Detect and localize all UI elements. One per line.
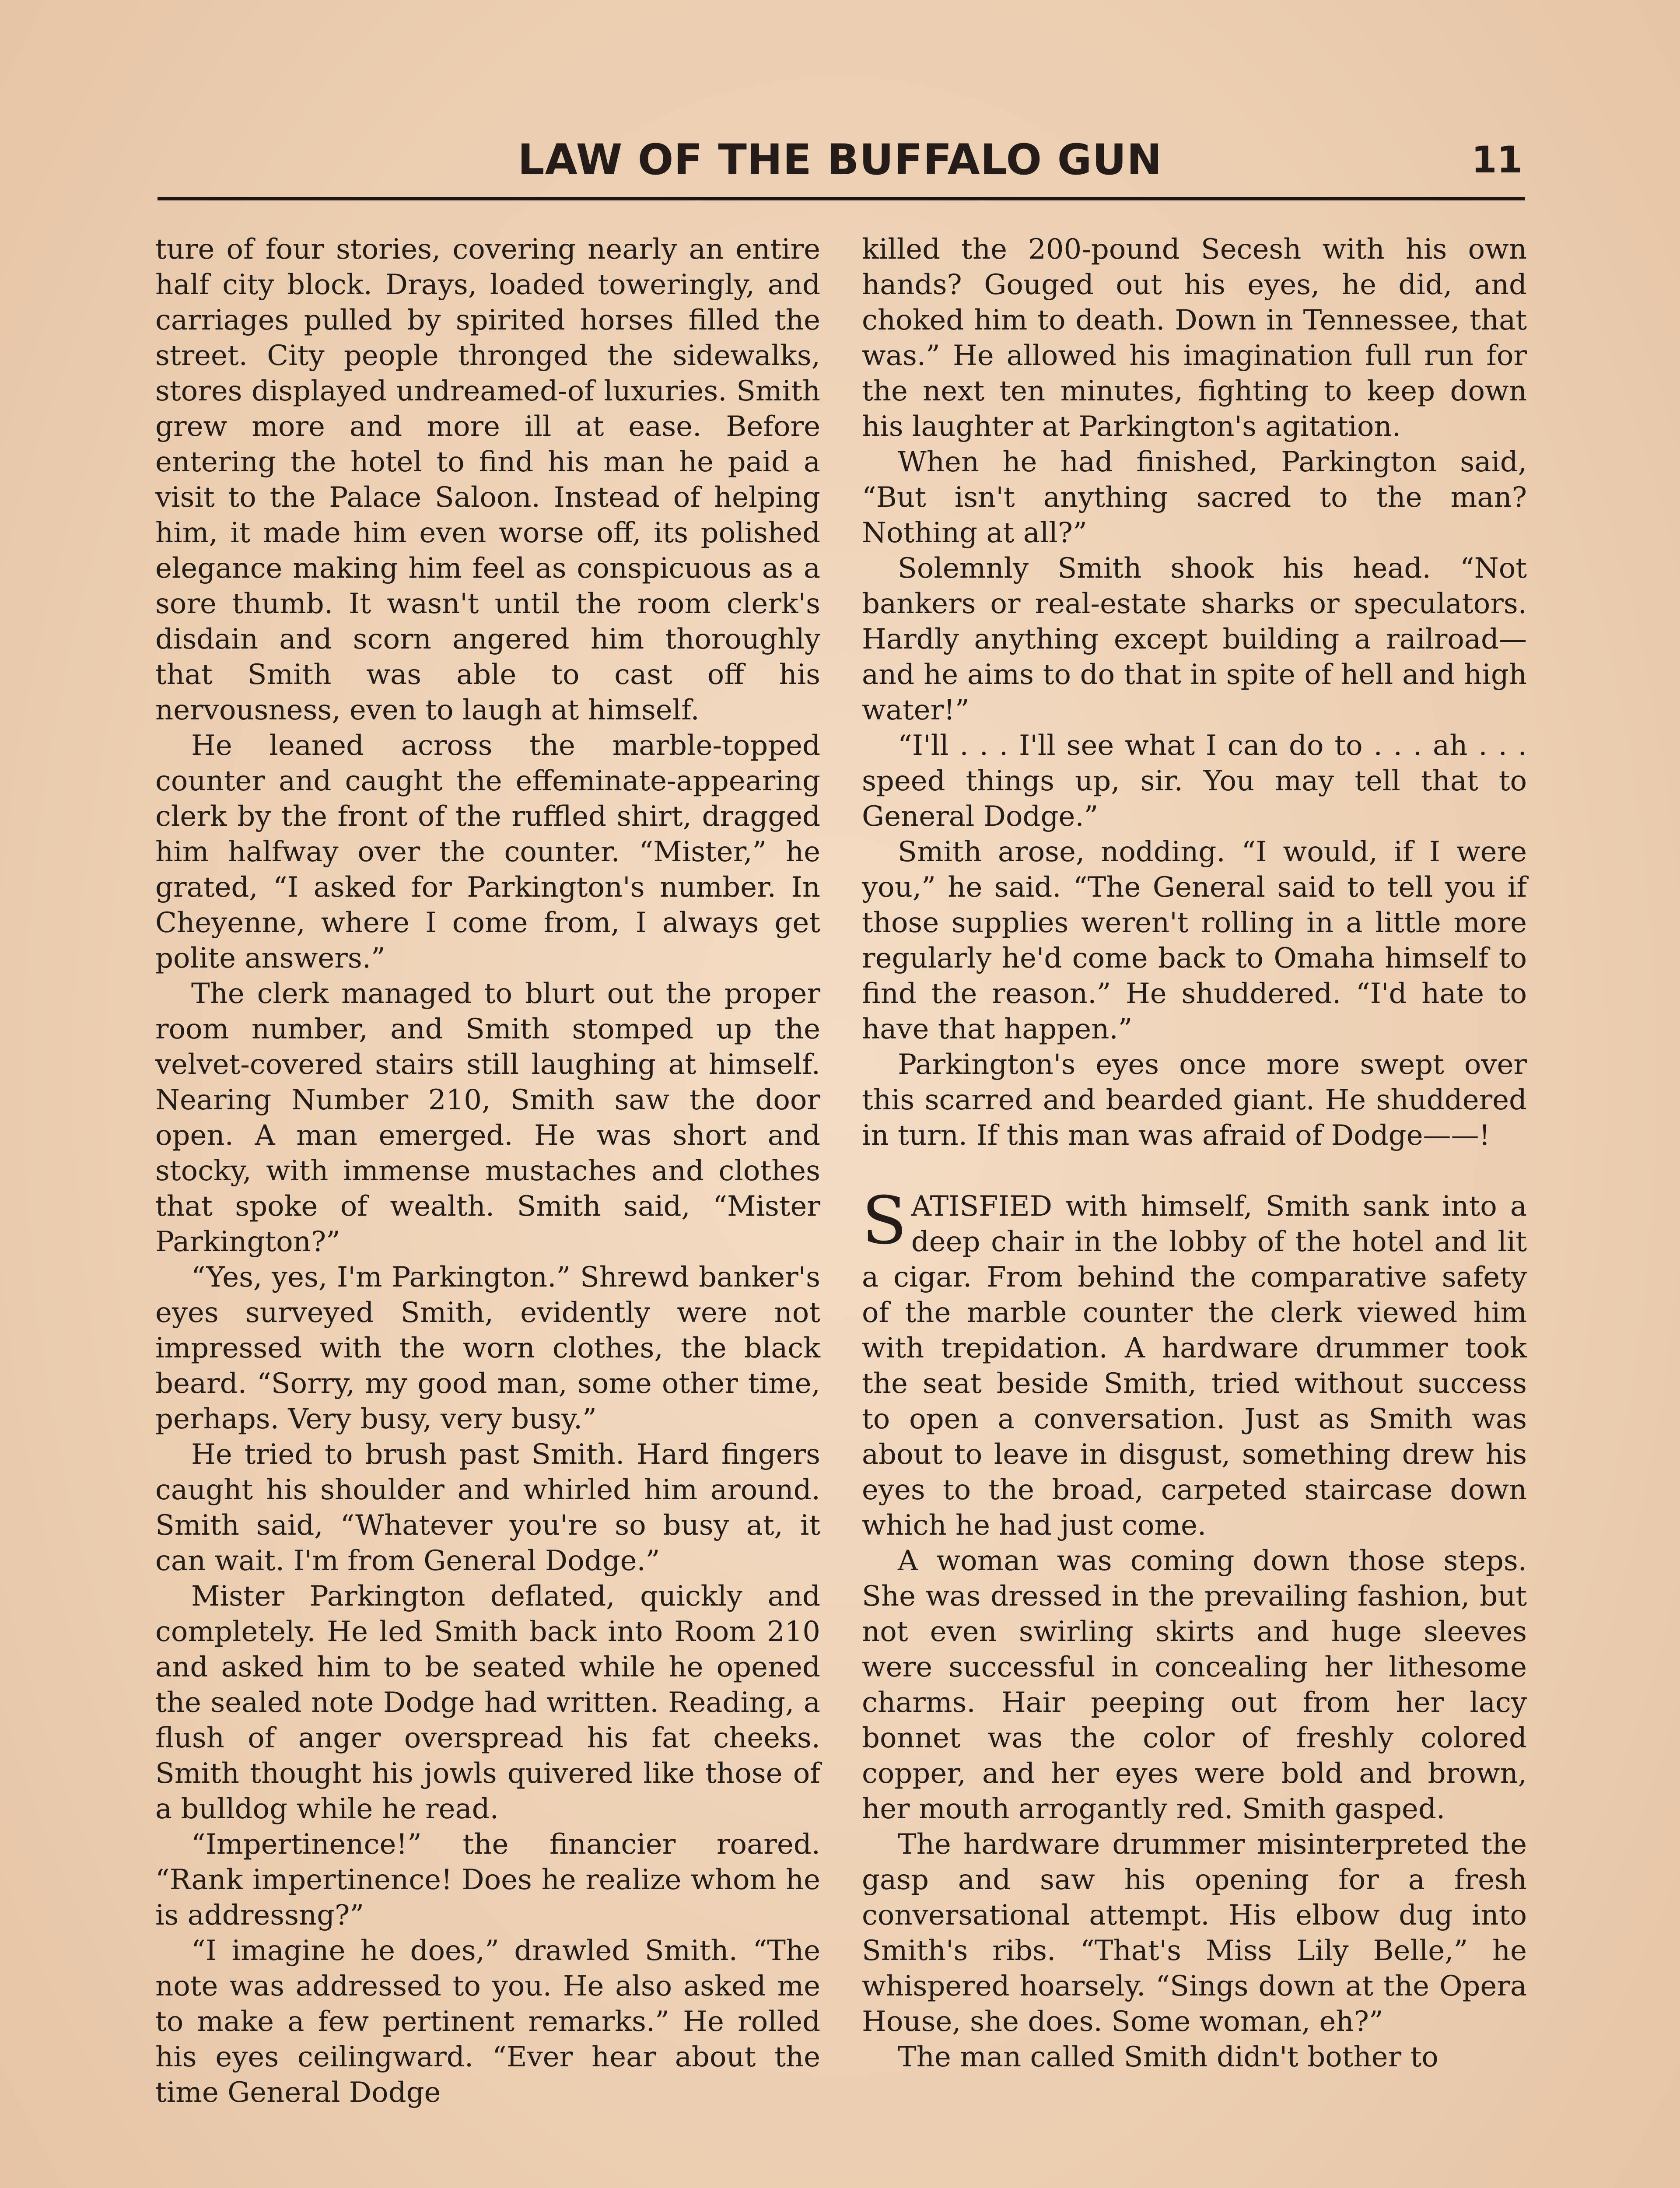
right-column xyxy=(862,232,1527,2075)
running-header xyxy=(158,131,1522,188)
paragraph: Solemnly Smith shook his head. “Not bankers or real-estate sharks or speculators. Hardly anything except building a railroad—and he aims to do that in spite of hell and high water!” xyxy=(862,552,1527,726)
paragraph: “Yes, yes, I'm Parkington.” Shrewd banker's eyes surveyed Smith, evidently were not impressed with the worn clothes, the black beard. “Sorry, my good man, some other time, perhaps. Very busy, very busy.” xyxy=(155,1261,820,1435)
paragraph: The clerk managed to blurt out the proper room number, and Smith stomped up the velvet-covered stairs still laughing at himself. Nearing Number 210, Smith saw the door open. A man emerged. He was short and stocky, with immense mustaches and clothes that spoke of wealth. Smith said, “Mister Parkington?” xyxy=(155,978,820,1258)
paragraph: The man called Smith didn't bother to xyxy=(898,2041,1438,2073)
section-opening-text: ATISFIED with himself, Smith sank into a deep chair in the lobby of the hotel and lit a cigar. From behind the comparative safety of the marble counter the clerk viewed him with trepidation. A hardware drummer took the seat beside Smith, tried without success to open a conversation. Just as Smith was about to leave in disgust, something drew his eyes to the broad, carpeted staircase down which he had just come. xyxy=(862,1190,1527,1542)
paragraph: Mister Parkington deflated, quickly and completely. He led Smith back into Room 210 and asked him to be seated while he opened the sealed note Dodge had written. Reading, a flush of anger overspread his fat cheeks. Smith thought his jowls quivered like those of a bulldog while he read. xyxy=(155,1580,820,1825)
section-opening-paragraph xyxy=(862,1183,1527,1543)
drop-cap: S xyxy=(862,1183,907,1259)
page-number: 11 xyxy=(1471,138,1522,181)
story-title: LAW OF THE BUFFALO GUN xyxy=(518,135,1162,184)
paragraph: “I'll . . . I'll see what I can do to . . . ah . . . speed things up, sir. You may tell that to General Dodge.” xyxy=(862,729,1527,833)
paragraph: ture of four stories, covering nearly an entire half city block. Drays, loaded toweringly, and carriages pulled by spirited horses filled the street. City people thronged the sidewalks, stores displayed undreamed-of luxuries. Smith grew more and more ill at ease. Before entering the hotel to find his man he paid a visit to the Palace Saloon. Instead of helping him, it made him even worse off, its polished elegance making him feel as conspicuous as a sore thumb. It wasn't until the room clerk's disdain and scorn angered him thoroughly that Smith was able to cast off his nervousness, even to laugh at himself. xyxy=(155,233,820,726)
header-rule xyxy=(158,197,1525,200)
paragraph: A woman was coming down those steps. She was dressed in the prevailing fashion, but not even swirling skirts and huge sleeves were successful in concealing her lithesome charms. Hair peeping out from her lacy bonnet was the color of freshly colored copper, and her eyes were bold and brown, her mouth arrogantly red. Smith gasped. xyxy=(862,1545,1527,1825)
paragraph: Parkington's eyes once more swept over this scarred and bearded giant. He shuddered in turn. If this man was afraid of Dodge——! xyxy=(862,1048,1527,1152)
paragraph: “I imagine he does,” drawled Smith. “The note was addressed to you. He also asked me to make a few pertinent remarks.” He rolled his eyes ceilingward. “Ever hear about the time General Dodge xyxy=(155,1935,820,2109)
left-column xyxy=(155,232,820,2111)
paragraph: “Impertinence!” the financier roared. “Rank impertinence! Does he realize whom he is addressng?” xyxy=(155,1828,820,1932)
paragraph: He tried to brush past Smith. Hard fingers caught his shoulder and whirled him around. Smith said, “Whatever you're so busy at, it can wait. I'm from General Dodge.” xyxy=(155,1438,820,1577)
paragraph: He leaned across the marble-topped counter and caught the effeminate-appearing clerk by the front of the ruffled shirt, dragged him halfway over the counter. “Mister,” he grated, “I asked for Parkington's number. In Cheyenne, where I come from, I always get polite answers.” xyxy=(155,729,820,975)
paragraph: killed the 200-pound Secesh with his own hands? Gouged out his eyes, he did, and choked him to death. Down in Tennessee, that was.” He allowed his imagination full run for the next ten minutes, fighting to keep down his laughter at Parkington's agitation. xyxy=(862,233,1527,443)
paragraph: The hardware drummer misinterpreted the gasp and saw his opening for a fresh conversational attempt. His elbow dug into Smith's ribs. “That's Miss Lily Belle,” he whispered hoarsely. “Sings down at the Opera House, she does. Some woman, eh?” xyxy=(862,1828,1527,2038)
paragraph: When he had finished, Parkington said, “But isn't anything sacred to the man? Nothing at all?” xyxy=(862,446,1527,549)
paragraph: Smith arose, nodding. “I would, if I were you,” he said. “The General said to tell you if those supplies weren't rolling in a little more regularly he'd come back to Omaha himself to find the reason.” He shuddered. “I'd hate to have that happen.” xyxy=(862,836,1527,1045)
